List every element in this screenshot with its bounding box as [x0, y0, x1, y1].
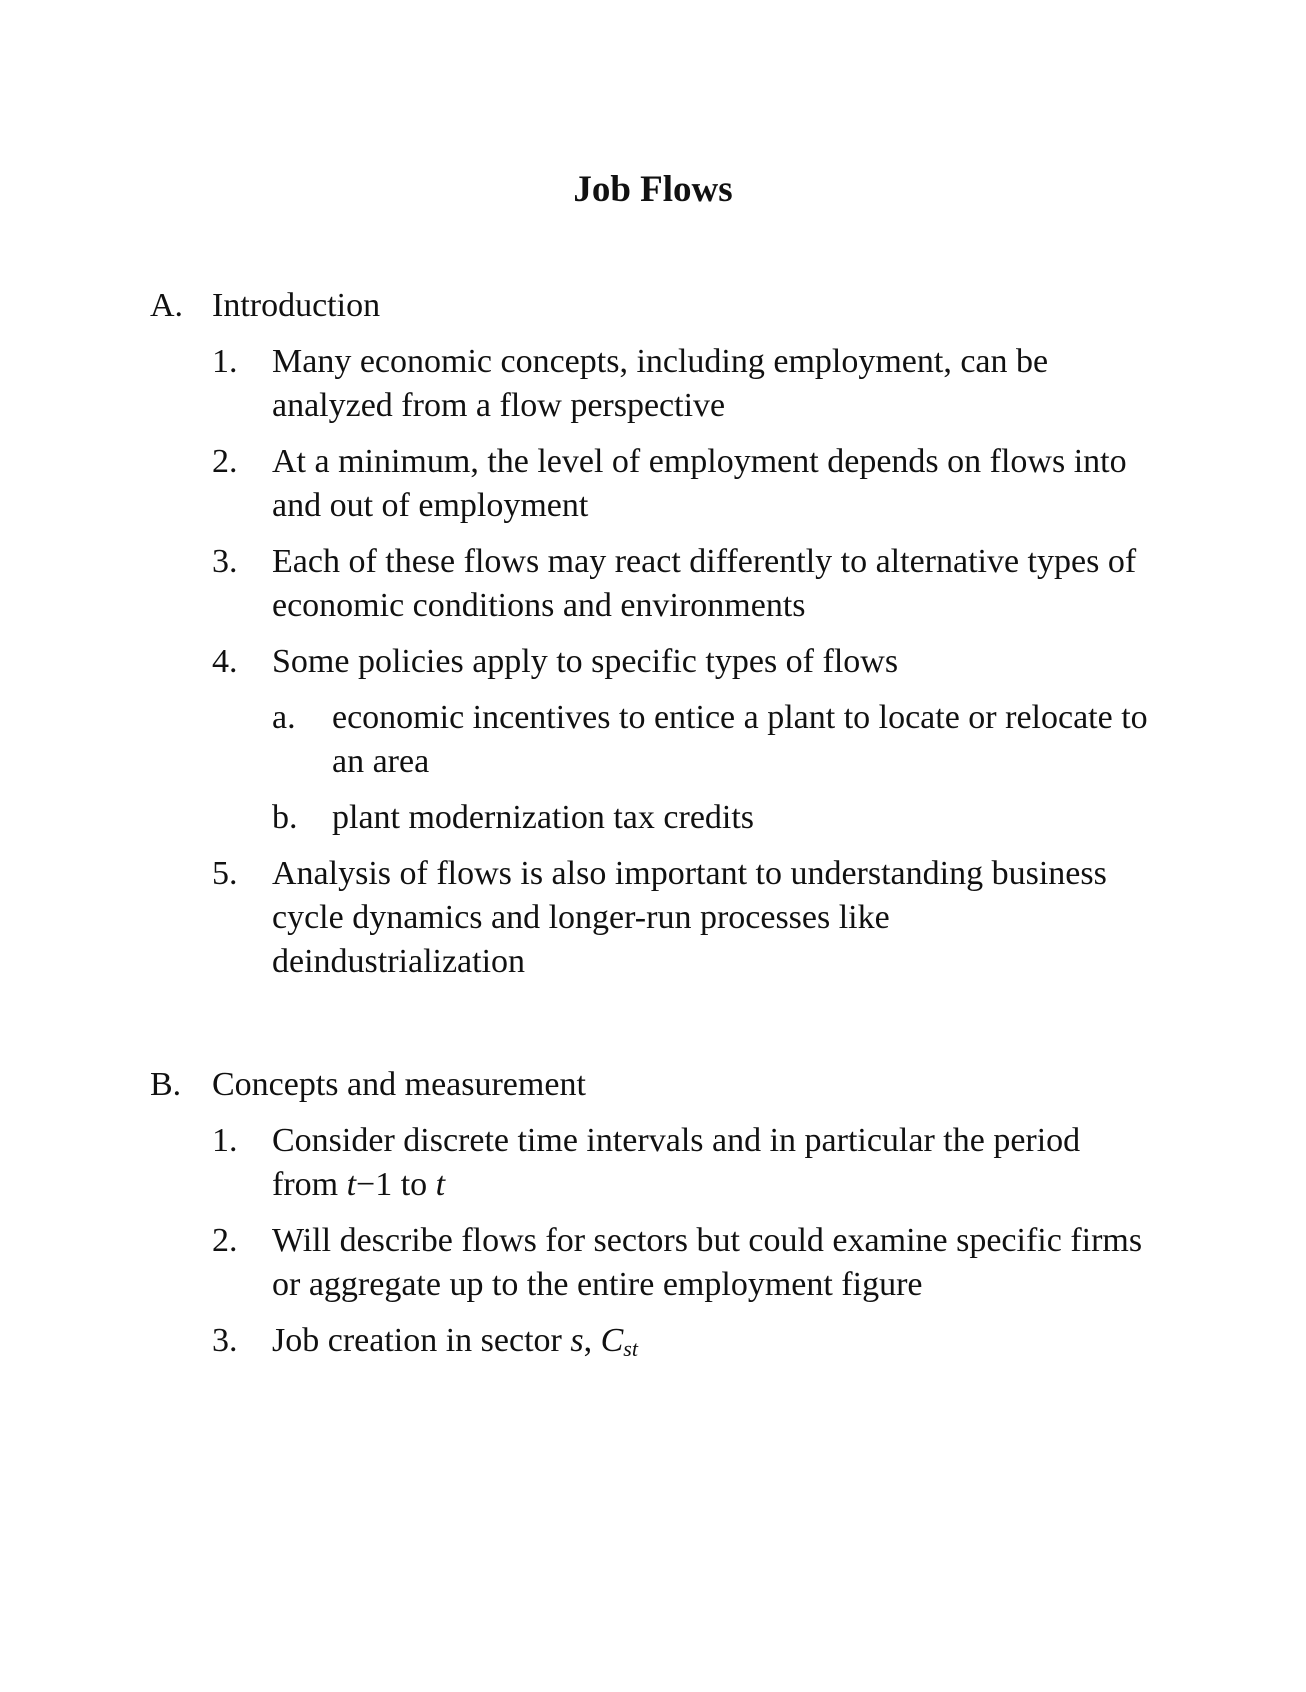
document-title: Job Flows	[573, 169, 733, 210]
item-marker: 1.	[212, 1122, 238, 1159]
sub-item-list	[272, 696, 1150, 840]
section-heading-text: Concepts and measurement	[212, 1066, 586, 1103]
item-text: Many economic concepts, including employment, can be analyzed from a flow perspective	[272, 343, 1049, 424]
math-variable: C	[600, 1322, 624, 1359]
list-item	[212, 540, 1150, 628]
list-item	[212, 852, 1150, 984]
item-marker: 4.	[212, 643, 238, 680]
section-heading-text: Introduction	[212, 287, 381, 324]
item-marker: 2.	[212, 1222, 238, 1259]
item-marker: 5.	[212, 855, 238, 892]
sub-list-item	[272, 696, 1150, 784]
item-list	[212, 340, 1150, 984]
list-item	[212, 1319, 1150, 1363]
list-item	[212, 440, 1150, 528]
math-subscript: st	[623, 1336, 638, 1361]
sub-item-text: economic incentives to entice a plant to locate or relocate to an area	[332, 699, 1148, 780]
item-text: Job creation in sector s, $C_{st}$	[272, 1322, 638, 1361]
list-item	[212, 640, 1150, 840]
sub-item-text: plant modernization tax credits	[332, 799, 755, 836]
item-text: Each of these flows may react differently to alternative types of economic conditions and environments	[272, 543, 1137, 624]
section-concepts-measurement	[150, 1063, 1150, 1375]
item-marker: 1.	[212, 343, 238, 380]
item-text: At a minimum, the level of employment depends on flows into and out of employment	[272, 443, 1127, 524]
item-text: Some policies apply to specific types of flows	[272, 643, 899, 680]
math-variable: t	[435, 1166, 446, 1203]
item-list	[212, 1119, 1150, 1363]
item-text: Will describe flows for sectors but could examine specific firms or aggregate up to the entire employment figure	[272, 1222, 1143, 1303]
list-item	[212, 340, 1150, 428]
section-heading	[150, 1063, 1150, 1107]
item-text: Analysis of flows is also important to understanding business cycle dynamics and longer-run processes like deindustrialization	[272, 855, 1107, 980]
list-item	[212, 1119, 1150, 1207]
math-variable: s	[570, 1322, 584, 1359]
section-marker: A.	[150, 287, 184, 324]
item-marker: 3.	[212, 543, 238, 580]
section-introduction	[150, 284, 1150, 996]
sub-list-item	[272, 796, 1150, 840]
list-item	[212, 1219, 1150, 1307]
item-marker: 3.	[212, 1322, 238, 1359]
sub-item-marker: a.	[272, 699, 296, 736]
section-heading	[150, 284, 1150, 328]
sub-item-marker: b.	[272, 799, 298, 836]
section-marker: B.	[150, 1066, 182, 1103]
item-marker: 2.	[212, 443, 238, 480]
item-text: Consider discrete time intervals and in particular the period from t−1 to t	[272, 1122, 1081, 1203]
math-variable: t	[346, 1166, 357, 1203]
